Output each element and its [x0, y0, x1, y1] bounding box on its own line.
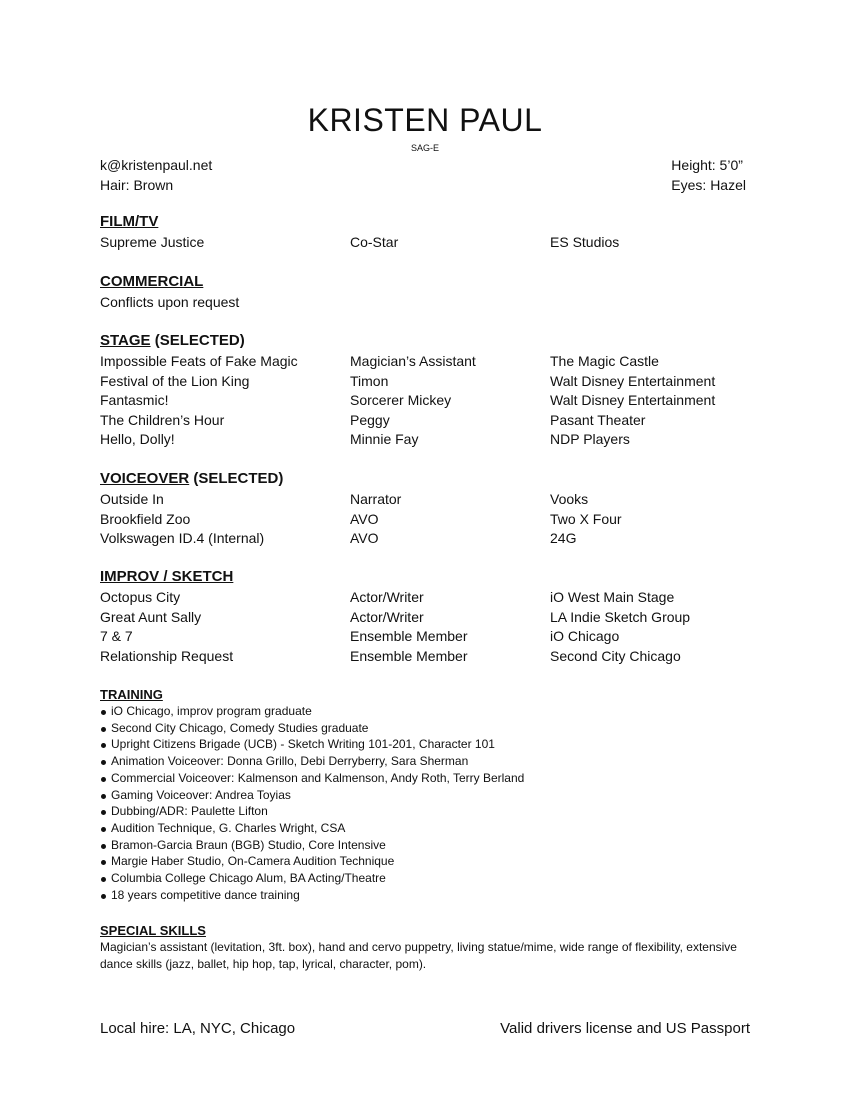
bullet-icon — [101, 727, 106, 732]
credit-company: Walt Disney Entertainment — [550, 372, 716, 389]
training-item — [100, 703, 750, 720]
bullet-icon — [101, 760, 106, 765]
training-item-text: Audition Technique, G. Charles Wright, CSA — [111, 820, 346, 835]
stage-row — [100, 372, 750, 392]
credit-title: Relationship Request — [100, 647, 234, 664]
credit-role: Co-Star — [350, 234, 399, 250]
credit-title: Outside In — [100, 491, 164, 507]
commercial-note: Conflicts upon request — [100, 294, 240, 310]
improv-row — [100, 608, 750, 628]
credit-company: 24G — [550, 530, 577, 547]
commercial-heading-label: COMMERCIAL — [100, 273, 204, 290]
credit-title: The Children’s Hour — [100, 411, 225, 428]
training-item-text: Margie Haber Studio, On-Camera Audition Technique — [111, 854, 395, 869]
stage-row — [100, 352, 750, 372]
license-passport: Valid drivers license and US Passport — [500, 1020, 750, 1037]
training-item-text: Dubbing/ADR: Paulette Lifton — [111, 804, 268, 819]
film-tv-heading-label: FILM/TV — [100, 213, 159, 230]
training-section — [100, 686, 750, 903]
credit-company: iO West Main Stage — [550, 589, 675, 605]
credit-company: Vooks — [550, 491, 589, 507]
credit-company: Second City Chicago — [550, 647, 681, 664]
contact-right — [671, 156, 746, 195]
hair-color: Hair: Brown — [100, 176, 174, 193]
credit-role: Magician’s Assistant — [350, 353, 476, 369]
bullet-icon — [101, 877, 106, 882]
voiceover-section — [100, 469, 750, 549]
commercial-heading — [100, 272, 750, 292]
credit-title: Fantasmic! — [100, 392, 169, 409]
credit-title: 7 & 7 — [100, 628, 133, 645]
training-item — [100, 736, 750, 753]
training-item — [100, 770, 750, 787]
voiceover-heading-suffix: (SELECTED) — [189, 470, 284, 487]
bullet-icon — [101, 743, 106, 748]
credit-company: iO Chicago — [550, 628, 620, 645]
training-item — [100, 803, 750, 820]
training-item — [100, 820, 750, 837]
improv-heading — [100, 567, 750, 587]
film-tv-heading — [100, 212, 750, 232]
training-item-text: Gaming Voiceover: Andrea Toyias — [111, 787, 291, 802]
height: Height: 5’0” — [671, 157, 743, 173]
voiceover-heading-label: VOICEOVER — [100, 470, 190, 487]
credit-company: The Magic Castle — [550, 353, 659, 369]
film-tv-section — [100, 212, 750, 253]
credit-company: Pasant Theater — [550, 411, 646, 428]
credit-company: Walt Disney Entertainment — [550, 392, 716, 409]
eye-color: Eyes: Hazel — [671, 176, 746, 193]
film-tv-row — [100, 233, 750, 253]
stage-row — [100, 411, 750, 431]
credit-title: Impossible Feats of Fake Magic — [100, 353, 298, 369]
credit-role: AVO — [350, 530, 379, 547]
training-item — [100, 753, 750, 770]
training-item-text: 18 years competitive dance training — [111, 887, 300, 902]
stage-row — [100, 430, 750, 450]
credit-role: Peggy — [350, 411, 390, 428]
credit-company: Two X Four — [550, 510, 622, 527]
training-item — [100, 853, 750, 870]
special-skills-text: Magician’s assistant (levitation, 3ft. box), hand and cervo puppetry, living statue/mime, wide range of flexibility, extensive dance skills (jazz, ballet, hip hop, tap, lyrical, character, pom). — [100, 940, 737, 971]
credit-role: Ensemble Member — [350, 628, 468, 645]
actor-name: KRISTEN PAUL — [307, 102, 543, 138]
bullet-icon — [101, 844, 106, 849]
training-item-text: Animation Voiceover: Donna Grillo, Debi Derryberry, Sara Sherman — [111, 754, 469, 769]
improv-row — [100, 647, 750, 667]
credit-company: LA Indie Sketch Group — [550, 608, 691, 625]
contact-left — [100, 156, 212, 195]
credit-role: Ensemble Member — [350, 647, 468, 664]
improv-row — [100, 627, 750, 647]
credit-role: Minnie Fay — [350, 431, 419, 448]
training-item — [100, 837, 750, 854]
credit-title: Great Aunt Sally — [100, 608, 202, 625]
training-item — [100, 787, 750, 804]
training-item-text: Bramon-Garcia Braun (BGB) Studio, Core Intensive — [111, 837, 386, 852]
voiceover-row — [100, 510, 750, 530]
training-item-text: Upright Citizens Brigade (UCB) - Sketch Writing 101-201, Character 101 — [111, 737, 495, 752]
stage-heading-label: STAGE — [100, 332, 151, 349]
credit-role: Timon — [350, 372, 389, 389]
training-item-text: Second City Chicago, Comedy Studies graduate — [111, 720, 369, 735]
training-item — [100, 720, 750, 737]
union-status: SAG-E — [410, 143, 439, 153]
credit-title: Festival of the Lion King — [100, 372, 250, 389]
local-hire: Local hire: LA, NYC, Chicago — [100, 1020, 296, 1037]
training-list — [100, 703, 750, 903]
voiceover-row — [100, 490, 750, 510]
training-item-text: Commercial Voiceover: Kalmenson and Kalmenson, Andy Roth, Terry Berland — [111, 770, 525, 785]
credit-title: Supreme Justice — [100, 234, 205, 250]
special-skills-section — [100, 922, 750, 973]
voiceover-row — [100, 529, 750, 549]
credit-role: Narrator — [350, 491, 402, 507]
credit-role: Sorcerer Mickey — [350, 392, 452, 409]
training-item — [100, 870, 750, 887]
bullet-icon — [101, 860, 106, 865]
email-address[interactable]: k@kristenpaul.net — [100, 157, 213, 173]
improv-credits — [100, 588, 750, 666]
stage-credits — [100, 352, 750, 450]
stage-heading — [100, 331, 750, 351]
stage-section — [100, 331, 750, 450]
bullet-icon — [101, 827, 106, 832]
credit-title: Octopus City — [100, 589, 181, 605]
bullet-icon — [101, 894, 106, 899]
special-skills-heading: SPECIAL SKILLS — [100, 923, 206, 938]
training-heading: TRAINING — [100, 687, 163, 702]
improv-section — [100, 567, 750, 666]
improv-heading-label: IMPROV / SKETCH — [100, 568, 234, 585]
bullet-icon — [101, 810, 106, 815]
credit-company: ES Studios — [550, 234, 620, 250]
stage-heading-suffix: (SELECTED) — [150, 332, 245, 349]
commercial-section — [100, 272, 750, 313]
credit-role: AVO — [350, 510, 379, 527]
credit-role: Actor/Writer — [350, 589, 424, 605]
voiceover-heading — [100, 469, 750, 489]
training-item-text: Columbia College Chicago Alum, BA Acting/Theatre — [111, 871, 386, 886]
bullet-icon — [101, 794, 106, 799]
bullet-icon — [101, 777, 106, 782]
credit-role: Actor/Writer — [350, 608, 424, 625]
training-item-text: iO Chicago, improv program graduate — [111, 704, 312, 718]
credit-company: NDP Players — [550, 431, 630, 448]
film-tv-credits — [100, 233, 750, 253]
voiceover-credits — [100, 490, 750, 549]
bullet-icon — [101, 710, 106, 715]
training-item — [100, 887, 750, 904]
stage-row — [100, 391, 750, 411]
credit-title: Hello, Dolly! — [100, 431, 175, 448]
credit-title: Brookfield Zoo — [100, 510, 191, 527]
credit-title: Volkswagen ID.4 (Internal) — [100, 530, 265, 547]
improv-row — [100, 588, 750, 608]
